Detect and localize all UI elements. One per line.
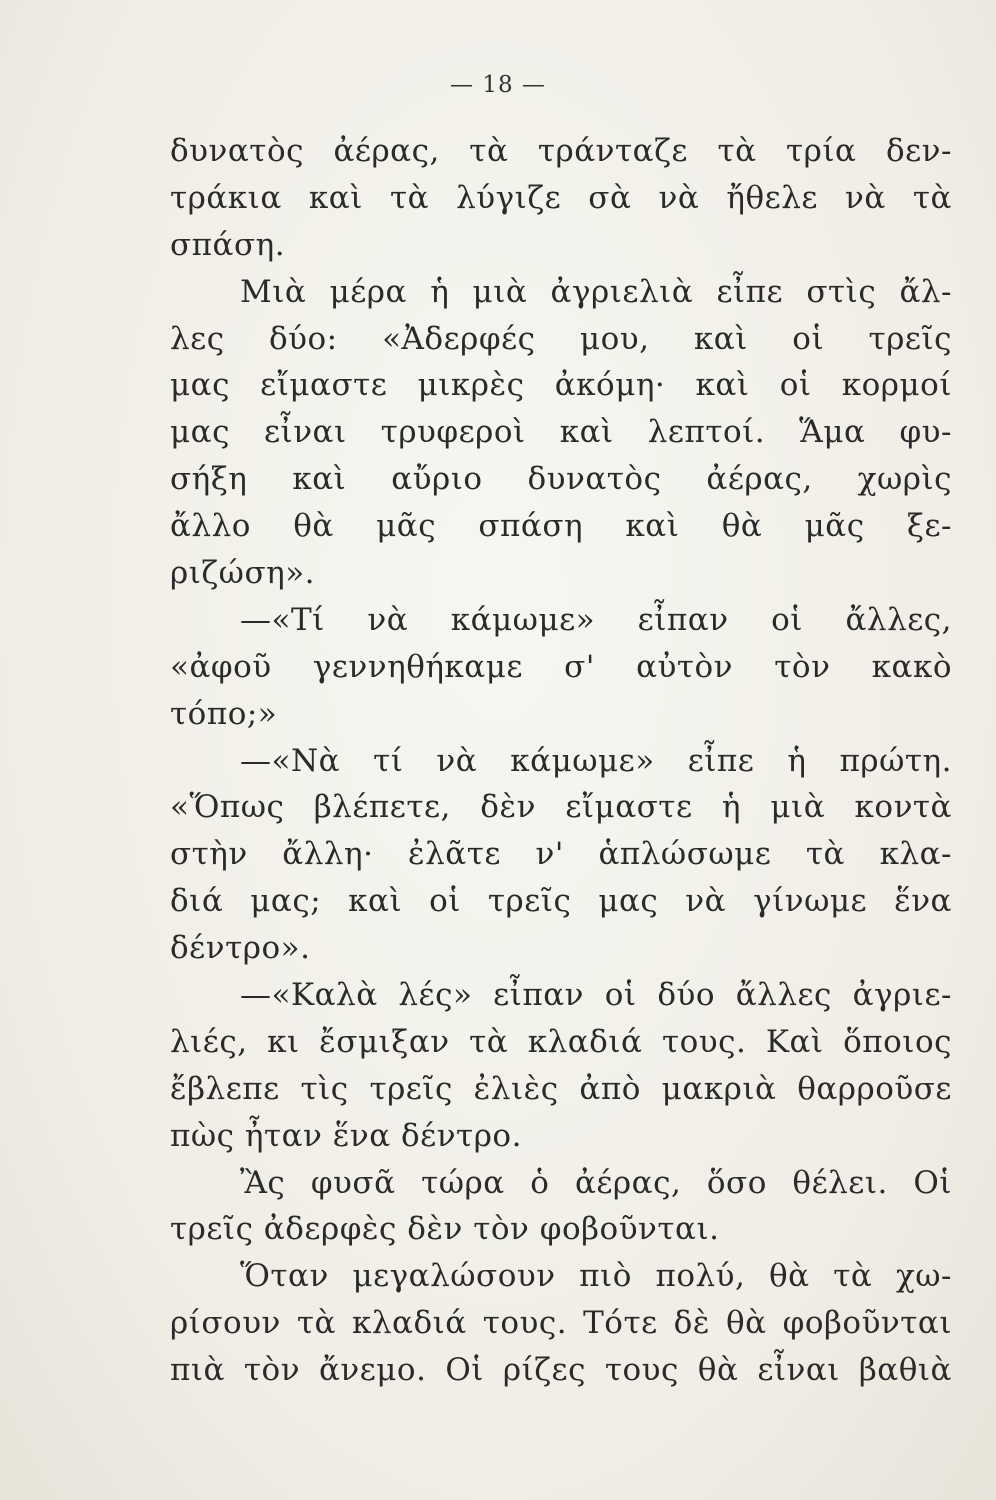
text-line: τράκια καὶ τὰ λύγιζε σὰ νὰ ἤθελε νὰ τὰ — [170, 179, 952, 216]
text-line: τρεῖς ἀδερφὲς δὲν τὸν φοβοῦνται. — [170, 1211, 720, 1248]
text-line: λιές, κι ἔσμιξαν τὰ κλαδιά τους. Καὶ ὅποιος — [170, 1023, 952, 1060]
text-line: Ἂς φυσᾶ τώρα ὁ ἀέρας, ὅσο θέλει. Οἱ — [240, 1164, 952, 1201]
text-line: —«Τί νὰ κάμωμε» εἶπαν οἱ ἄλλες, — [240, 601, 952, 638]
text-line: Μιὰ μέρα ἡ μιὰ ἀγριελιὰ εἶπε στὶς ἄλ- — [240, 273, 952, 310]
text-line: δέντρο». — [170, 930, 311, 967]
text-line: «Ὅπως βλέπετε, δὲν εἴμαστε ἡ μιὰ κοντὰ — [170, 789, 952, 826]
text-line: —«Καλὰ λές» εἶπαν οἱ δύο ἄλλες ἀγριε- — [240, 977, 952, 1014]
body-text — [170, 128, 952, 1394]
text-line: λες δύο: «Ἀδερφές μου, καὶ οἱ τρεῖς — [170, 320, 952, 357]
text-line: ριζώση». — [170, 555, 316, 592]
text-line: πὼς ἦταν ἕνα δέντρο. — [170, 1117, 522, 1154]
text-line: —«Νὰ τί νὰ κάμωμε» εἶπε ἡ πρώτη. — [240, 742, 952, 779]
text-line: μας εἶναι τρυφεροὶ καὶ λεπτοί. Ἅμα φυ- — [170, 414, 952, 451]
text-line: ρίσουν τὰ κλαδιά τους. Τότε δὲ θὰ φοβοῦνται — [170, 1305, 952, 1342]
text-line: ἄλλο θὰ μᾶς σπάση καὶ θὰ μᾶς ξε- — [170, 508, 952, 545]
text-line: ἔβλεπε τὶς τρεῖς ἐλιὲς ἀπὸ μακριὰ θαρροῦσε — [170, 1070, 952, 1107]
text-line: τόπο;» — [170, 695, 278, 732]
text-line: «ἀφοῦ γεννηθήκαμε σ' αὐτὸν τὸν κακὸ — [170, 648, 952, 685]
text-line: πιὰ τὸν ἄνεμο. Οἱ ρίζες τους θὰ εἶναι βαθιὰ — [170, 1352, 952, 1389]
page-number: — 18 — — [450, 72, 546, 98]
text-line: σήξη καὶ αὔριο δυνατὸς ἀέρας, χωρὶς — [170, 461, 952, 498]
text-line: δυνατὸς ἀέρας, τὰ τράνταζε τὰ τρία δεν- — [170, 133, 952, 169]
text-line: Ὅταν μεγαλώσουν πιὸ πολύ, θὰ τὰ χω- — [240, 1258, 952, 1295]
text-line: σπάση. — [170, 226, 286, 263]
text-line: διά μας; καὶ οἱ τρεῖς μας νὰ γίνωμε ἕνα — [170, 883, 952, 920]
text-line: μας εἴμαστε μικρὲς ἀκόμη· καὶ οἱ κορμοί — [170, 367, 952, 404]
text-line: στὴν ἄλλη· ἐλᾶτε ν' ἁπλώσωμε τὰ κλα- — [170, 836, 952, 873]
